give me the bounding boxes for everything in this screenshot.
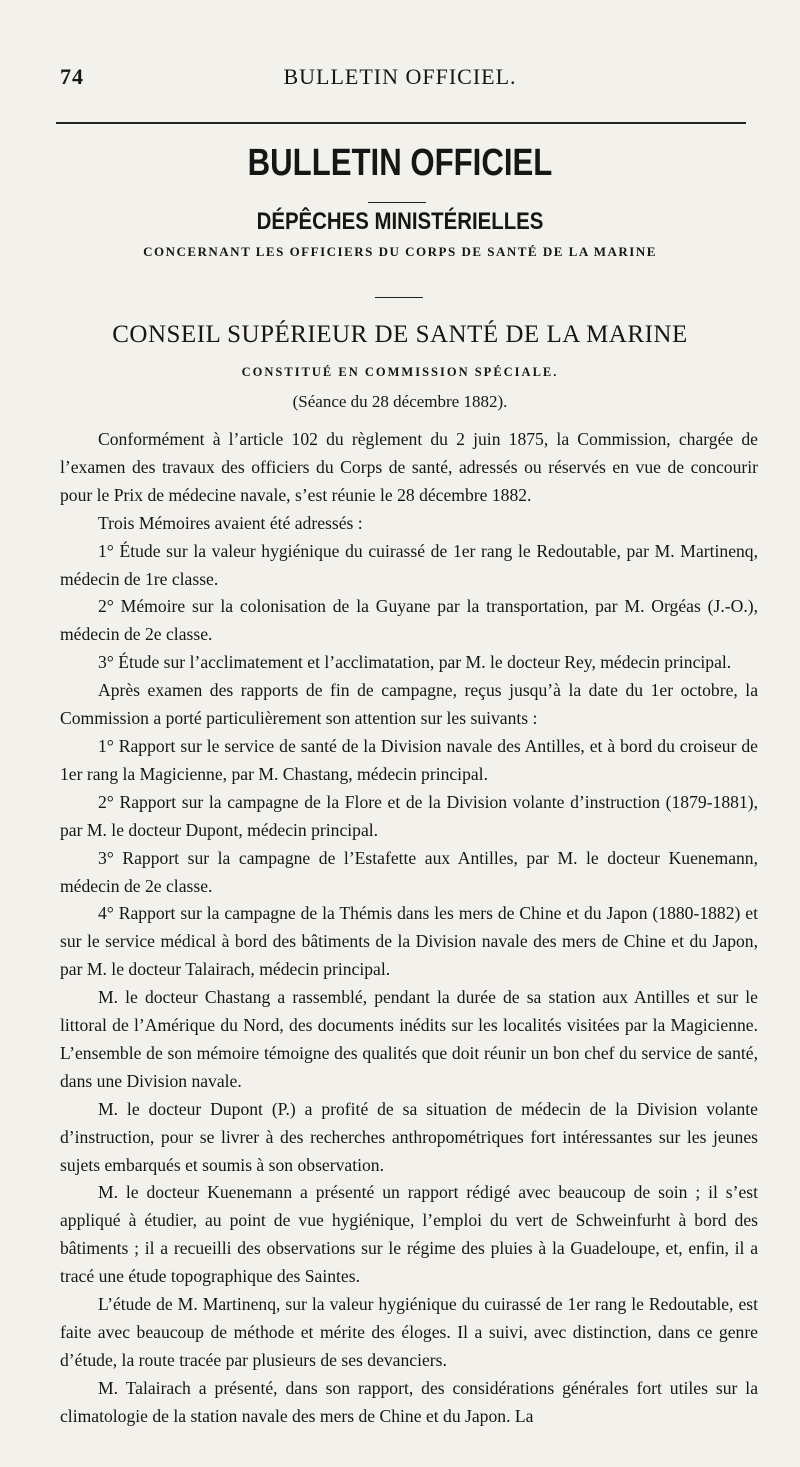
paragraph: 3° Étude sur l’acclimatement et l’acclimatation, par M. le docteur Rey, médecin principal. bbox=[98, 652, 732, 673]
body-text bbox=[60, 426, 758, 1431]
paragraph: M. le docteur Chastang a rassemblé, pendant la durée de sa station aux Antilles et sur le littoral de l’Amérique du Nord, des documents inédits sur les localités visitées par la Magicienne. L’ensemble de son mémoire témoigne des qualités que doit réunir un bon chef du service de santé, dans une Division navale. bbox=[60, 987, 758, 1091]
paragraph: Conformément à l’article 102 du règlement du 2 juin 1875, la Commission, chargée de l’examen des travaux des officiers du Corps de santé, adressés ou réservés en vue de concourir pour le Prix de médecine navale, s’est réunie le 28 décembre 1882. bbox=[60, 429, 758, 505]
section-subtitle: CONCERNANT LES OFFICIERS DU CORPS DE SANTÉ DE LA MARINE bbox=[143, 244, 657, 259]
council-subtitle: CONSTITUÉ EN COMMISSION SPÉCIALE. bbox=[241, 365, 559, 379]
paragraph: Trois Mémoires avaient été adressés : bbox=[98, 512, 363, 533]
paragraph: Après examen des rapports de fin de campagne, reçus jusqu’à la date du 1er octobre, la Commission a porté particulièrement son attention sur les suivants : bbox=[60, 680, 758, 729]
paragraph: 4° Rapport sur la campagne de la Thémis dans les mers de Chine et du Japon (1880-1882) et sur le service médical à bord des bâtiments de la Division navale des mers de Chine et du Japon, par M. le docteur Talairach, médecin principal. bbox=[60, 903, 758, 980]
section-divider bbox=[375, 297, 423, 298]
title-divider bbox=[368, 202, 426, 203]
paragraph: 1° Rapport sur le service de santé de la Division navale des Antilles, et à bord du croiseur de 1er rang la Magicienne, par M. Chastang, médecin principal. bbox=[60, 735, 758, 784]
council-title: CONSEIL SUPÉRIEUR DE SANTÉ DE LA MARINE bbox=[112, 321, 688, 348]
running-head bbox=[60, 64, 740, 94]
paragraph: 2° Mémoire sur la colonisation de la Guyane par la transportation, par M. Orgéas (J.-O.), médecin de 2e classe. bbox=[60, 596, 758, 645]
paragraph: M. Talairach a présenté, dans son rapport, des considérations générales fort utiles sur la climatologie de la station navale des mers de Chine et du Japon. La bbox=[60, 1377, 758, 1426]
paragraph: 3° Rapport sur la campagne de l’Estafette aux Antilles, par M. le docteur Kuenemann, médecin de 2e classe. bbox=[60, 847, 758, 896]
running-title: BULLETIN OFFICIEL. bbox=[283, 64, 517, 89]
section-title: DÉPÊCHES MINISTÉRIELLES bbox=[256, 208, 544, 235]
page-number: 74 bbox=[60, 64, 84, 89]
paragraph: L’étude de M. Martinenq, sur la valeur hygiénique du cuirassé de 1er rang le Redoutable, est faite avec beaucoup de méthode et mérite des éloges. Il a suivi, avec distinction, dans ce genre d’étude, la route tracée par plusieurs de ses devanciers. bbox=[60, 1294, 758, 1370]
paragraph: M. le docteur Kuenemann a présenté un rapport rédigé avec beaucoup de soin ; il s’est appliqué à étudier, au point de vue hygiénique, l’emploi du vert de Schweinfurht à bord des bâtiments ; il a recueilli des observations sur le régime des pluies à la Guadeloupe, et, enfin, il a tracé une étude topographique des Saintes. bbox=[60, 1182, 758, 1287]
header-rule bbox=[56, 122, 746, 124]
paragraph: M. le docteur Dupont (P.) a profité de sa situation de médecin de la Division volante d’instruction, pour se livrer à des recherches anthropométriques fort intéressantes sur les jeunes sujets embarqués et soumis à son observation. bbox=[60, 1098, 758, 1175]
session-date: (Séance du 28 décembre 1882). bbox=[292, 392, 508, 411]
main-title: BULLETIN OFFICIEL bbox=[247, 142, 553, 184]
paragraph: 2° Rapport sur la campagne de la Flore et de la Division volante d’instruction (1879-1881), par M. le docteur Dupont, médecin principal. bbox=[60, 791, 758, 840]
paragraph: 1° Étude sur la valeur hygiénique du cuirassé de 1er rang le Redoutable, par M. Martinenq, médecin de 1re classe. bbox=[60, 540, 758, 589]
